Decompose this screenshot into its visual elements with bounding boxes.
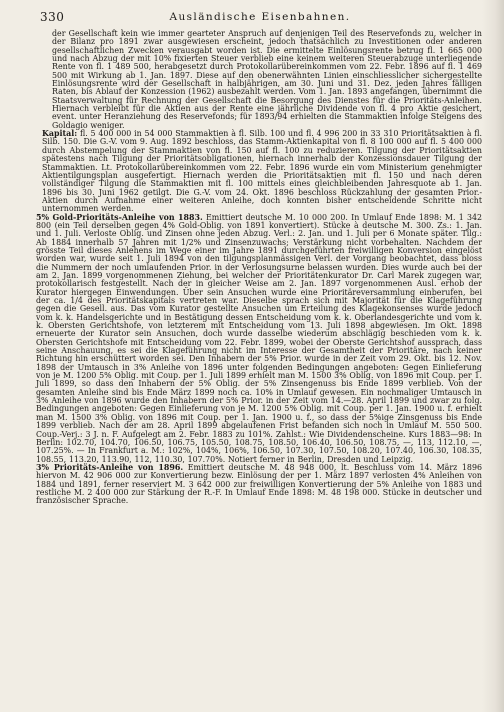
page-header	[40, 10, 480, 28]
scan-shadow-edge	[482, 0, 504, 712]
kapital-label: Kapital:	[42, 129, 78, 139]
prior-rate-marker: 3%	[36, 462, 49, 472]
gold-anleihe-text: Emittiert deutsche M. 10 000 200. In Umlauf Ende 1898: M. 1 342 800 (ein Teil derselben gegen 4% Gold-Oblig. von 1891 konvertiert). Stücke à deutsche M. 300. Zs.: 1. Jan. und 1. Juli. Verloste Oblig. und Zinsen ohne jeden Abzug. Verl.: 2. Jan. und 1. Juli per 6 Monate später. Tilg.: Ab 1884 innerhalb 57 Jahren mit 1/2% und Zinsenzuwachs; Verstärkung nicht vorbehalten. Nachdem der grösste Teil dieses Anlehens im Wege einer im Jahre 1891 durchgeführten freiwilligen Konversion eingelöst worden war, wurde seit 1. Juli 1894 von den tilgungsplanmässigen Verl. der Vorgang beobachtet, dass bloss die Nummern der noch umlaufenden Prior. in der Verlosungsurne belassen wurden. Dies wurde auch bei der am 2. Jan. 1899 vorgenommenen Ziehung, bei welcher der Prioritätenkurator Dr. Carl Marek zugegen war, protokollarisch festgestellt. Nach der in gleicher Weise am 2. Jan. 1897 vorgenommenen Ausl. erhob der Kurator hiergegen Einwendungen. Über sein Ansuchen wurde eine Prioritäreversammlung einberufen, bei der ca. 1/4 des Prioritätskapitals vertreten war. Dieselbe sprach sich mit Majorität für die Klageführung gegen die Gesell. aus. Das vom Kurator gestellte Ansuchen um Erteilung des Klagekonsenses wurde jedoch vom k. k. Handelsgerichte und in Bestätigung dessen Entscheidung vom k. k. Oberlandesgerichte und vom k. k. Obersten Gerichtshofe, von letzterem mit Entscheidung vom 13. Juli 1898 abgewiesen. Im Okt. 1898 erneuerte der Kurator sein Ansuchen, doch wurde dasselbe wiederum abschlägig beschieden vom k. k. Obersten Gerichtshofe mit Entscheidung vom 22. Febr. 1899, wobei der Oberste Gerichtshof aussprach, dass seine Anschauung, es sei die Klageführung nicht im Interesse der Gesamtheit der Prioritäre, nach keiner Richtung hin erschüttert worden sei. Den Inhabern der 5% Prior. wurde in der Zeit vom 29. Okt. bis 12. Nov. 1898 der Umtausch in 3% Anleihe von 1896 unter folgenden Bedingungen angeboten: Gegen Einlieferung von je M. 1200 5% Oblig. mit Coup. per 1. Juli 1899 erhielt man M. 1500 3% Oblig. von 1896 mit Coup. per 1. Juli 1899, so dass den Inhabern der 5% Oblig. der 5% Zinsengenuss bis Ende 1899 verblieb. Von der gesamten Anleihe sind bis Ende März 1899 noch ca. 10% in Umlauf gewesen. Ein nochmaliger Umtausch in 3% Anleihe von 1896 wurde den Inhabern der 5% Prior. in der Zeit vom 14.—28. April 1899 und zwar zu folg. Bedingungen angeboten: Gegen Einlieferung von je M. 1200 5% Oblig. mit Coup. per 1. Jan. 1900 u. f. erhielt man M. 1500 3% Oblig. von 1896 mit Coup. per 1. Jan. 1900 u. f., so dass der 5%ige Zinsgenuss bis Ende 1899 verblieb. Nach der am 28. April 1899 abgelaufenen Frist befanden sich noch in Umlauf M. 550 500. Coup.-Verj.: 3 J. n. F. Aufgelegt am 2. Febr. 1883 zu 101%. Zahlst.: Wie Dividendenscheine. Kurs 1883—98: In Berlin: 102.70, 104.70, 106.50, 106.75, 105.50, 108.75, 108.50, 106.40, 106.50, 108.75, —, 113, 112.10, —, 107.25%. — In Frankfurt a. M.: 102%, 104%, 106%, 106.50, 107.30, 107.50, 108.20, 107.40, 106.30, 108.35, 108.55, 113.20, 113.90, 112, 110.30, 107.70%. Notiert ferner in Berlin, Dresden und Leipzig.	[36, 212, 483, 464]
prior-anleihe-text: Emittiert deutsche M. 48 948 000, lt. Beschluss vom 14. März 1896 hiervon M. 42 906 000 zur Konvertierung bezw. Einlösung der per 1. März 1897 verlosten 4% Anleihen von 1884 und 1891, ferner reserviert M. 3 642 000 zur freiwilligen Konvertierung der 5% Anleihe von 1883 und restliche M. 2 400 000 zur Stärkung der R.-F. In Umlauf Ende 1898: M. 48 198 000. Stücke in deutscher und französischer Sprache.	[36, 462, 482, 506]
gold-anleihe-label: Gold-Prioritäts-Anleihe von 1883.	[49, 212, 203, 222]
paragraph-einloesungsrente: der Gesellschaft kein wie immer gearteter Anspruch auf denjenigen Teil des Reservefonds zu, welcher in der Bilanz pro 1891 zwar ausgewiesen erscheint, jedoch thatsächlich zu Investitionen oder anderen gesellschaftlichen Zwecken verausgabt worden ist. Die ermittelte Einlösungsrente betrug fl. 1 665 000 und nach Abzug der mit 10% fixierten Steuer verblieb eine keinem weiteren Steuerabzuge unterliegende Rente von fl. 1 489 500, herabgesetzt durch Protokollarübereinkommen vom 22. Febr. 1896 auf fl. 1 469 500 mit Wirkung ab 1. Jan. 1897. Diese auf den obenerwähnten Linien einschliesslicher sichergestellte Einlösungsrente wird der Gesellschaft in halbjährigen, am 30. Juni und 31. Dez. jeden Jahres fälligen Raten, bis Ablauf der Konzession (1962) ausbezahlt werden. Vom 1. Jan. 1893 angefangen, übernimmt die Staatsverwaltung für Rechnung der Gesellschaft die Besorgung des Dienstes für die Prioritäts-Anleihen. Hiernach verbleibt für die Aktien aus der Rente eine jährliche Dividende von fl. 4 pro Aktie gesichert, event. unter Heranziehung des Reservefonds; für 1893/94 erhielten die Stammaktien infolge Steigens des Goldagio weniger.	[52, 29, 482, 130]
section-gold-prioritaets-anleihe	[36, 214, 482, 464]
page-number: 330	[40, 10, 65, 24]
section-kapital	[42, 130, 482, 213]
document-body	[36, 29, 483, 706]
gold-rate-marker: 5%	[36, 212, 49, 222]
section-prioritaets-anleihe-1896	[36, 464, 482, 506]
kapital-text: fl. 5 400 000 in 54 000 Stammaktien à fl. Silb. 100 und fl. 4 996 200 in 33 310 Prioritätsaktien à fl. Silb. 150. Die G.-V. vom 9. Aug. 1892 beschloss, das Stamm-Aktienkapital von fl. 8 100 000 auf fl. 5 400 000 durch Abstempelung der Stammaktien von fl. 150 auf fl. 100 zu reduzieren. Tilgung der Prioritätsaktien spätestens nach Tilgung der Prioritätsobligationen, hiernach innerhalb der Konzessionsdauer Tilgung der Stammaktien. Lt. Protokollarübereinkommen vom 22. Febr. 1896 wurde ein vom Ministerium genehmigter Aktientilgungsplan ausgefertigt. Hiernach werden die Prioritätsaktien mit fl. 150 und nach deren vollständiger Tilgung die Stammaktien mit fl. 100 mittels eines gleichbleibenden Jahresquote ab 1. Jan. 1896 bis 30. Juni 1962 getilgt. Die G.-V. vom 24. Okt. 1896 beschloss Rückzahlung der gesamten Prior.-Aktien durch Aufnahme einer weiteren Anleihe, doch konnten bisher entscheidende Schritte nicht unternommen werden.	[42, 129, 482, 214]
running-title: Ausländische Eisenbahnen.	[169, 11, 351, 23]
prior-anleihe-label: Prioritäts-Anleihe von 1896.	[49, 462, 184, 472]
